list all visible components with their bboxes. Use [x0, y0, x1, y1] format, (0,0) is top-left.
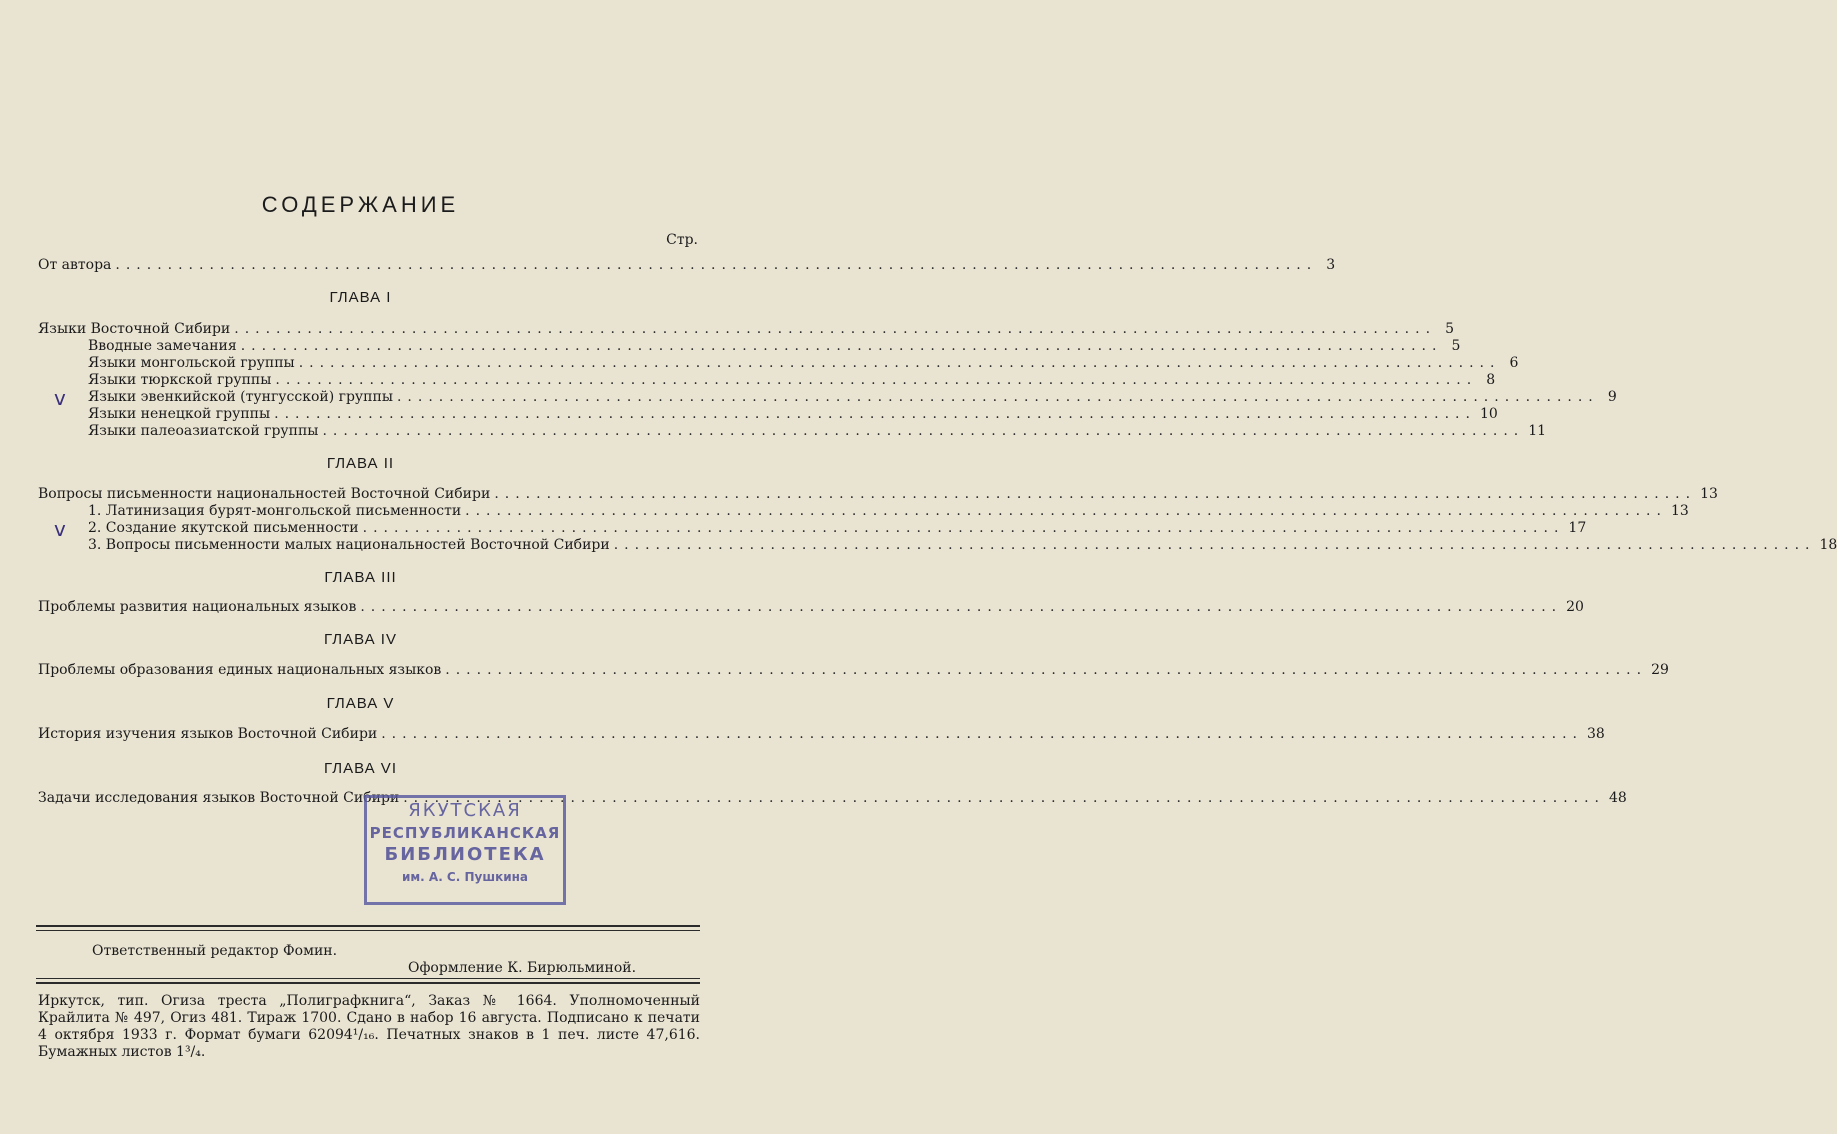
- toc-page-number: 18: [1819, 537, 1837, 553]
- chapter-heading-5: ГЛАВА V: [326, 695, 395, 712]
- leader-dots: ...................................................................................................................: [494, 486, 1697, 502]
- divider-rule: [36, 978, 700, 979]
- leader-dots: ...................................................................................................................: [445, 662, 1648, 678]
- leader-dots: ...................................................................................................................: [275, 372, 1478, 388]
- toc-entry-label: Задачи исследования языков Восточной Сибири: [38, 790, 400, 806]
- editor-credit: Ответственный редактор Фомин.: [92, 943, 338, 959]
- contents-title: СОДЕРЖАНИЕ: [261, 192, 460, 217]
- toc-page-number: 20: [1566, 599, 1584, 615]
- toc-entry-label: Вопросы письменности национальностей Восточной Сибири: [38, 486, 491, 502]
- leader-dots: ...................................................................................................................: [115, 257, 1318, 273]
- toc-entry-label: Языки монгольской группы: [88, 355, 295, 371]
- toc-entry-chapter-4[interactable]: [38, 662, 1669, 680]
- toc-page-number: 3: [1326, 257, 1336, 273]
- toc-page-number: 11: [1528, 423, 1547, 439]
- chapter-heading-2: ГЛАВА II: [326, 455, 395, 472]
- divider-rule: [36, 930, 700, 931]
- toc-entry-label: 3. Вопросы письменности малых национальностей Восточной Сибири: [88, 537, 610, 553]
- handwritten-check-mark: v: [54, 386, 66, 410]
- toc-page-number: 48: [1609, 790, 1627, 806]
- toc-entry-label: Языки палеоазиатской группы: [88, 423, 319, 439]
- toc-page-number: 5: [1445, 321, 1455, 337]
- toc-subentry[interactable]: [88, 520, 1587, 538]
- toc-entry-chapter-5[interactable]: [38, 726, 1605, 744]
- toc-entry-label: Проблемы развития национальных языков: [38, 599, 357, 615]
- stamp-line: им. А. С. Пушкина: [401, 870, 529, 884]
- toc-page-number: 13: [1670, 503, 1689, 519]
- stamp-line: ЯКУТСКАЯ: [408, 800, 522, 821]
- chapter-heading-4: ГЛАВА IV: [324, 631, 397, 648]
- toc-subentry[interactable]: [88, 406, 1498, 424]
- leader-dots: ...................................................................................................................: [274, 406, 1476, 422]
- toc-entry-label: Проблемы образования единых национальных языков: [38, 662, 442, 678]
- toc-page-number: 9: [1607, 389, 1617, 405]
- toc-subentry[interactable]: [88, 338, 1461, 356]
- toc-page-number: 5: [1451, 338, 1461, 354]
- leader-dots: ...................................................................................................................: [613, 537, 1816, 553]
- divider-rule: [36, 982, 700, 984]
- toc-subentry[interactable]: [88, 537, 1837, 555]
- toc-subentry[interactable]: [88, 355, 1519, 373]
- toc-entry-chapter-3[interactable]: [38, 599, 1584, 617]
- toc-entry-label: От автора: [38, 257, 112, 273]
- toc-entry-label: Языки ненецкой группы: [88, 406, 271, 422]
- toc-entry-from-author[interactable]: [38, 257, 1336, 275]
- stamp-line: РЕСПУБЛИКАНСКАЯ: [369, 824, 561, 842]
- leader-dots: ...................................................................................................................: [403, 790, 1606, 806]
- toc-page-number: 29: [1651, 662, 1669, 678]
- toc-entry-label: Языки Восточной Сибири: [38, 321, 231, 337]
- imprint-text: Иркутск, тип. Огиза треста „Полиграфкнига“, Заказ № 1664. Уполномоченный Крайлита № 497, Огиз 481. Тираж 1700. Сдано в набор 16 августа. Подписано к печати 4 октября 1933 г. Формат бумаги 62094¹/₁₆. Печатных знаков в 1 печ. листе 47,616. Бумажных листов 1³/₄.: [38, 993, 700, 1060]
- toc-subentry[interactable]: [88, 389, 1617, 407]
- page-column-header: Стр.: [666, 232, 698, 248]
- toc-entry-label: 1. Латинизация бурят-монгольской письменности: [88, 503, 462, 519]
- leader-dots: ...................................................................................................................: [322, 423, 1525, 439]
- toc-entry-label: Языки эвенкийской (тунгусской) группы: [88, 389, 393, 405]
- toc-subentry[interactable]: [88, 503, 1689, 521]
- chapter-heading-3: ГЛАВА III: [324, 569, 397, 586]
- divider-rule: [36, 925, 700, 927]
- toc-subentry[interactable]: [88, 372, 1496, 390]
- leader-dots: ...................................................................................................................: [362, 520, 1565, 536]
- leader-dots: ...................................................................................................................: [396, 389, 1599, 405]
- leader-dots: ...................................................................................................................: [465, 503, 1667, 519]
- design-credit: Оформление К. Бирюльминой.: [408, 960, 637, 976]
- stamp-line: БИБЛИОТЕКА: [384, 844, 546, 865]
- toc-entry-chapter-1[interactable]: [38, 321, 1455, 339]
- leader-dots: ...................................................................................................................: [298, 355, 1501, 371]
- toc-entry-chapter-2[interactable]: [38, 486, 1718, 504]
- toc-entry-label: 2. Создание якутской письменности: [88, 520, 359, 536]
- chapter-heading-1: ГЛАВА I: [329, 289, 392, 306]
- toc-page-number: 8: [1486, 372, 1496, 388]
- leader-dots: ...................................................................................................................: [234, 321, 1437, 337]
- toc-entry-label: История изучения языков Восточной Сибири: [38, 726, 378, 742]
- leader-dots: ...................................................................................................................: [240, 338, 1443, 354]
- leader-dots: ...................................................................................................................: [381, 726, 1584, 742]
- toc-page-number: 17: [1568, 520, 1587, 536]
- toc-page-number: 38: [1587, 726, 1605, 742]
- library-stamp: [364, 795, 566, 905]
- chapter-heading-6: ГЛАВА VI: [324, 760, 397, 777]
- toc-page-number: 10: [1479, 406, 1498, 422]
- leader-dots: ...................................................................................................................: [360, 599, 1563, 615]
- handwritten-check-mark: v: [54, 517, 66, 541]
- toc-subentry[interactable]: [88, 423, 1547, 441]
- toc-page-number: 13: [1700, 486, 1718, 502]
- toc-page-number: 6: [1509, 355, 1519, 371]
- toc-entry-label: Вводные замечания: [88, 338, 237, 354]
- toc-entry-label: Языки тюркской группы: [88, 372, 272, 388]
